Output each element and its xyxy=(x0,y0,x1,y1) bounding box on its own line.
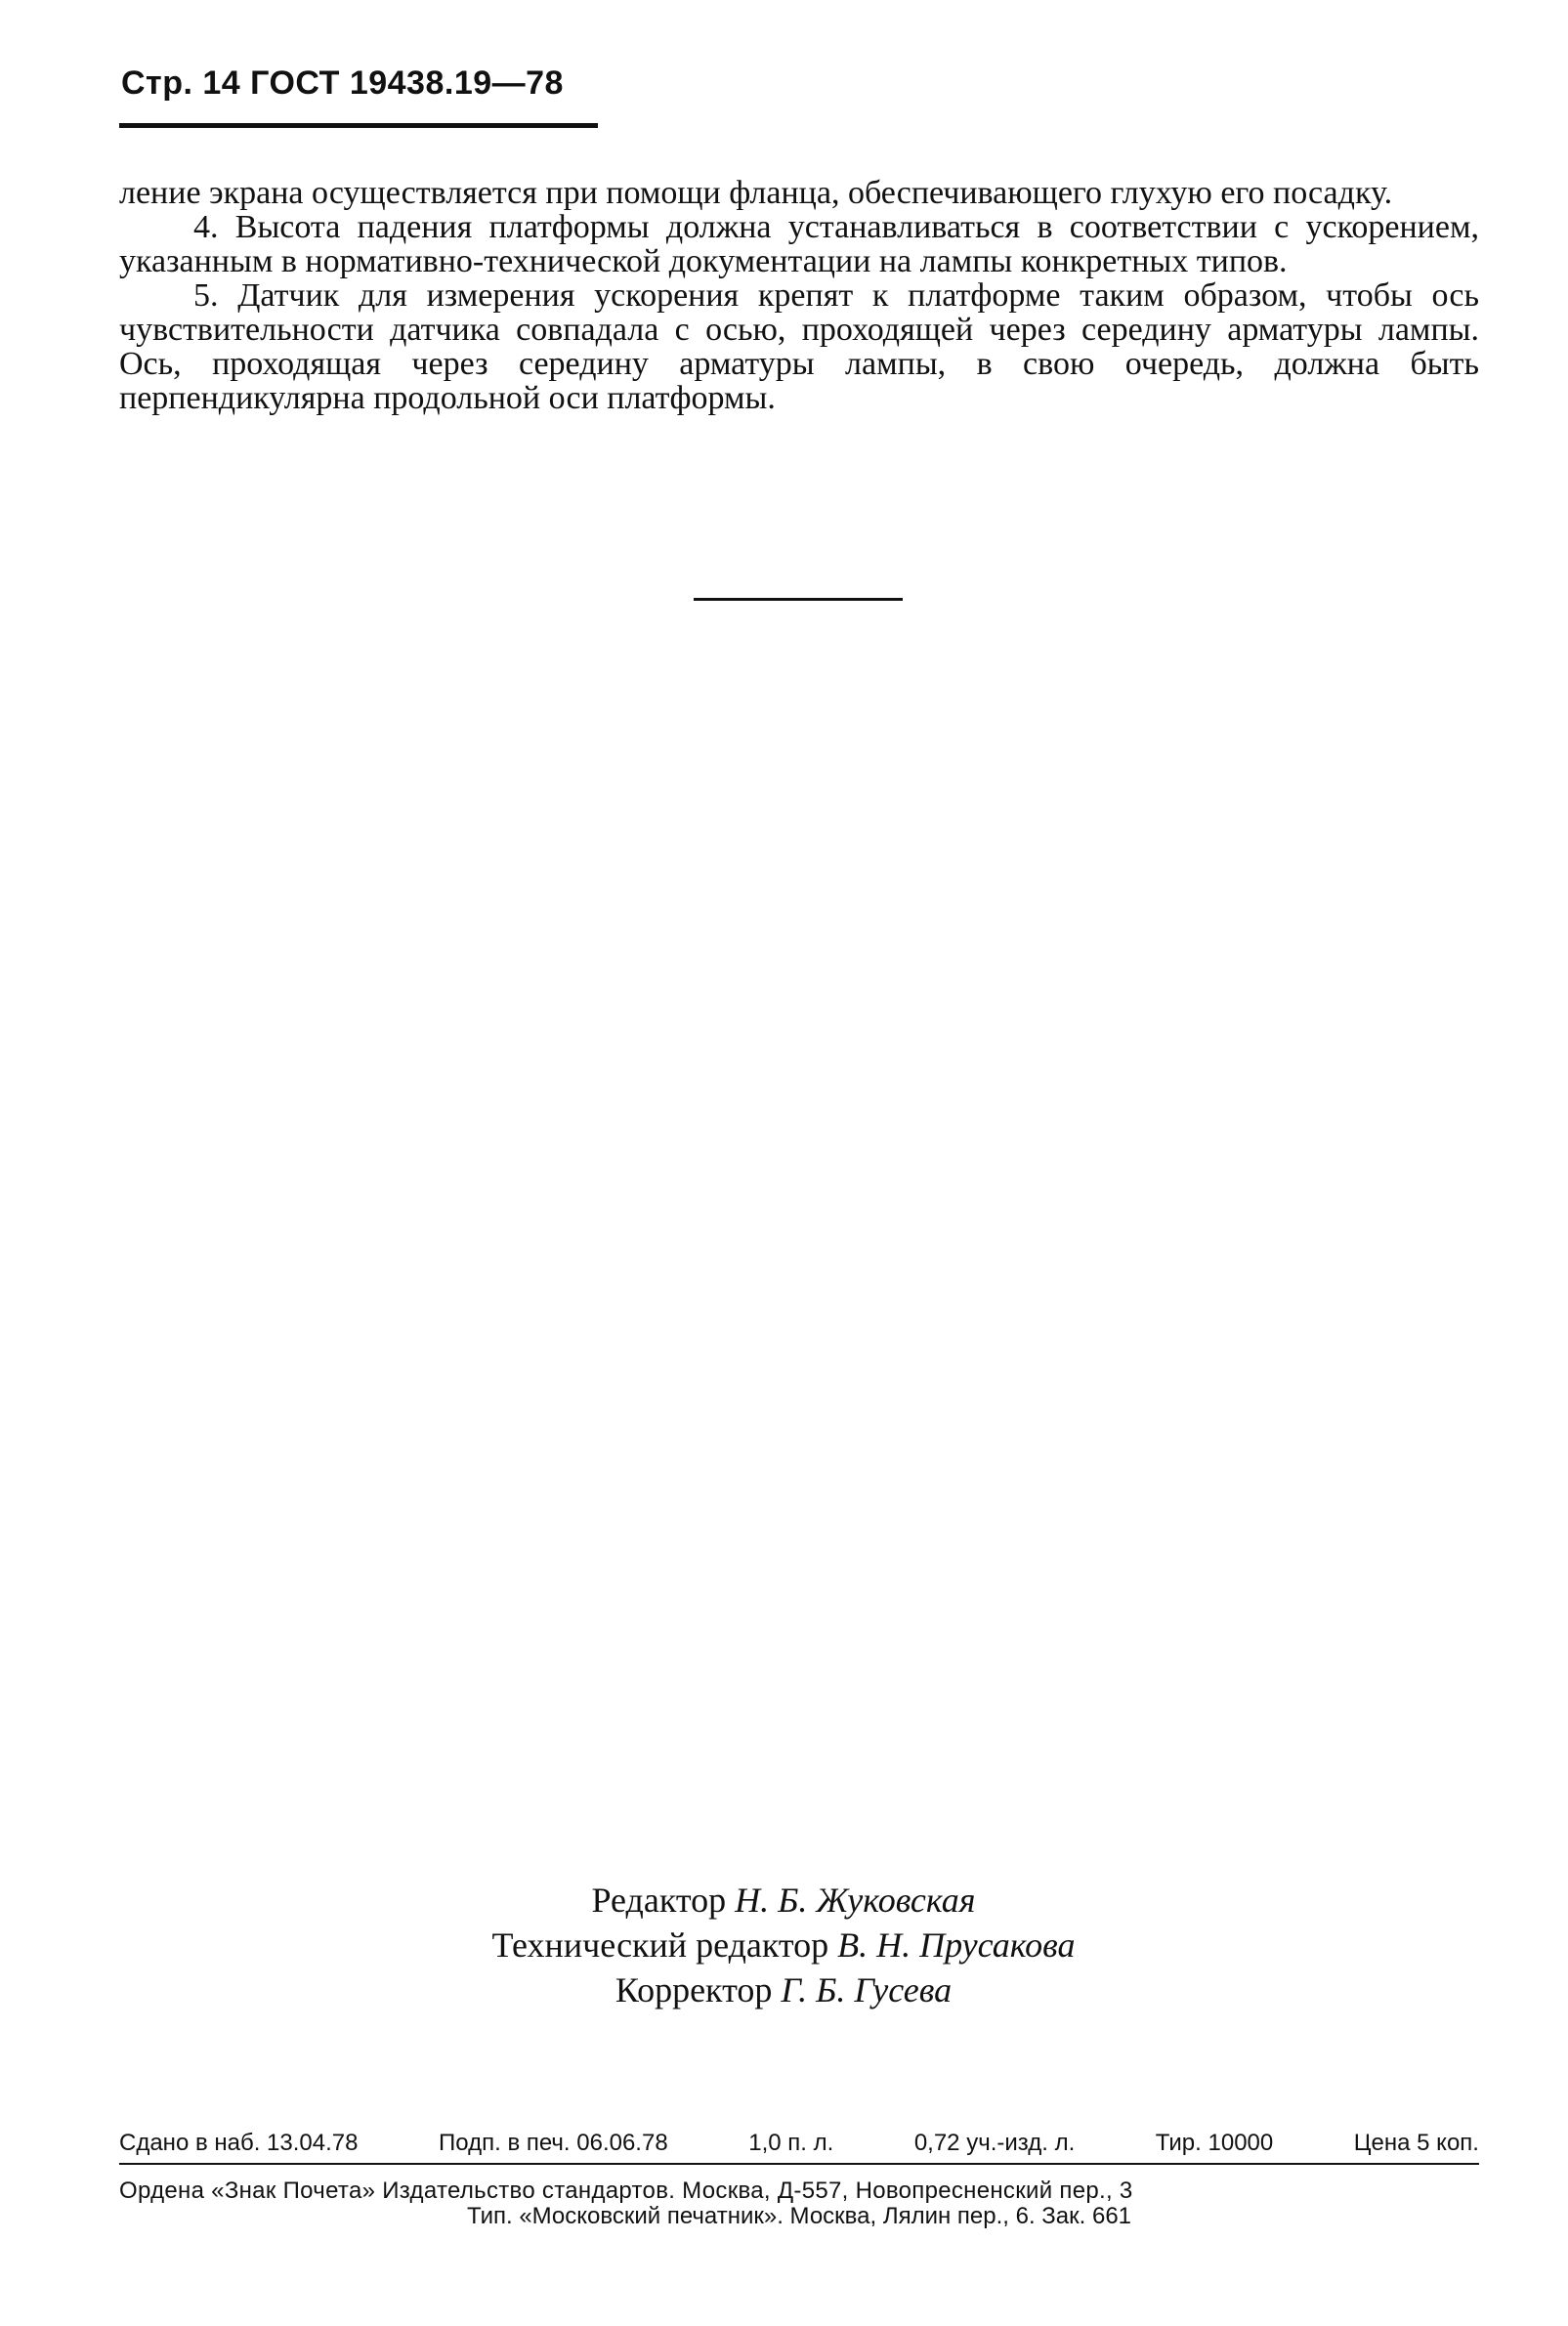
page-header: Стр. 14 ГОСТ 19438.19—78 xyxy=(121,64,564,102)
credit-role: Технический редактор xyxy=(491,1925,829,1965)
credit-name: Н. Б. Жуковская xyxy=(735,1881,976,1920)
header-rule xyxy=(119,123,598,128)
credit-role: Редактор xyxy=(591,1881,727,1920)
credit-name: Г. Б. Гусева xyxy=(781,1970,953,2009)
section-end-rule xyxy=(694,598,903,601)
imprint-field: Подп. в печ. 06.06.78 xyxy=(439,2130,668,2156)
credit-tech-editor xyxy=(391,1923,1176,1967)
body-text xyxy=(119,176,1479,415)
publisher-line: Ордена «Знак Почета» Издательство стандартов. Москва, Д-557, Новопресненский пер., 3 xyxy=(119,2178,1133,2204)
credit-role: Корректор xyxy=(614,1970,773,2009)
imprint-block xyxy=(119,2130,1479,2229)
imprint-print-data xyxy=(119,2130,1479,2165)
credits-block xyxy=(391,1878,1176,2012)
printer-line: Тип. «Московский печатник». Москва, Лялин пер., 6. Зак. 661 xyxy=(466,2203,1132,2229)
paragraph-item-4: 4. Высота падения платформы должна устанавливаться в соответствии с ускорением, указанным в нормативно-технической документации на лампы конкретных типов. xyxy=(119,209,1479,279)
imprint-field: Цена 5 коп. xyxy=(1353,2130,1479,2156)
imprint-field: 1,0 п. л. xyxy=(748,2130,834,2156)
paragraph-item-5: 5. Датчик для измерения ускорения крепят к платформе таким образом, чтобы ось чувствительности датчика совпадала с осью, проходящей через середину арматуры лампы. Ось, проходящая через середину арматуры лампы, в свою очередь, должна быть перпендикулярна продольной оси платформы. xyxy=(119,277,1479,416)
imprint-field: 0,72 уч.-изд. л. xyxy=(913,2130,1076,2156)
credit-corrector xyxy=(391,1967,1176,2012)
imprint-field: Сдано в наб. 13.04.78 xyxy=(119,2130,359,2156)
credit-name: В. Н. Прусакова xyxy=(837,1925,1076,1965)
imprint-field: Тир. 10000 xyxy=(1155,2130,1274,2156)
paragraph-continuation: ление экрана осуществляется при помощи фланца, обеспечивающего глухую его посадку. xyxy=(119,175,1393,211)
imprint-publisher xyxy=(119,2178,1479,2229)
credit-editor xyxy=(391,1878,1176,1923)
